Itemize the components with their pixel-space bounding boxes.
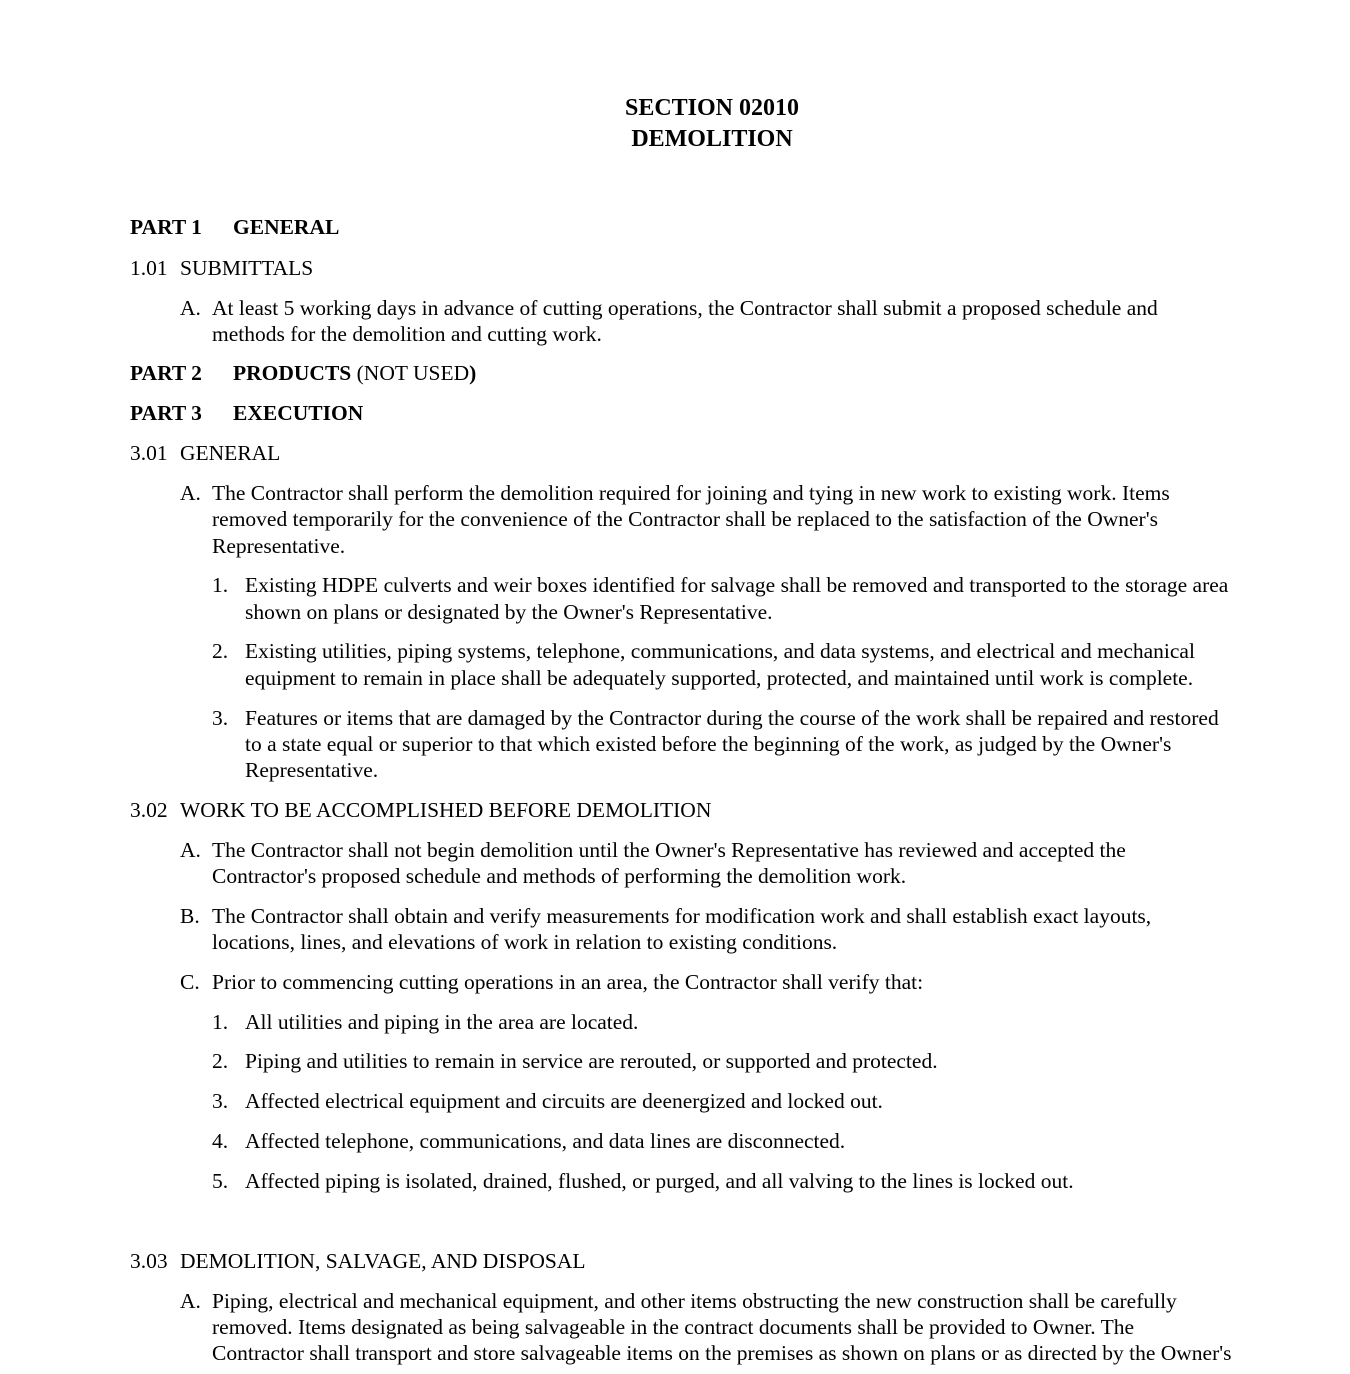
s101-A-marker: A. [180,296,201,320]
part1-title: GENERAL [233,215,340,239]
s301-2-marker: 2. [212,639,229,663]
part3-label: PART 3 [130,401,202,425]
part2-title: PRODUCTS [233,361,352,385]
s301-3-marker: 3. [212,706,229,730]
s302-c5-text: Affected piping is isolated, drained, flushed, or purged, and all valving to the lines is locked out. [245,1169,1074,1193]
s302-c3-marker: 3. [212,1089,229,1113]
s302-A-line2: Contractor's proposed schedule and methods of performing the demolition work. [212,864,907,888]
s303-A-marker: A. [180,1289,201,1313]
s302-B-line2: locations, lines, and elevations of work in relation to existing conditions. [212,930,838,954]
s301-3-line3: Representative. [245,758,379,782]
s301-2-line1: Existing utilities, piping systems, telephone, communications, and data systems, and electrical and mechanical [245,639,1195,663]
s303-A-line2: removed. Items designated as being salvageable in the contract documents shall be provided to Owner. The [212,1315,1135,1339]
s302-c5-marker: 5. [212,1169,229,1193]
s302-B-line1: The Contractor shall obtain and verify measurements for modification work and shall establish exact layouts, [212,904,1152,928]
s303-number: 3.03 [130,1249,168,1273]
part3-title: EXECUTION [233,401,364,425]
section-title: DEMOLITION [631,126,793,152]
s302-title: WORK TO BE ACCOMPLISHED BEFORE DEMOLITION [180,798,712,822]
s101-A-line1: At least 5 working days in advance of cutting operations, the Contractor shall submit a proposed schedule and [212,296,1158,320]
section-number: SECTION 02010 [624,95,800,121]
s301-3-line1: Features or items that are damaged by the Contractor during the course of the work shall be repaired and restored [245,706,1219,730]
s101-title: SUBMITTALS [180,256,314,280]
s303-A-line3: Contractor shall transport and store salvageable items on the premises as shown on plans or as directed by the Owner's [212,1341,1232,1365]
s101-A-line2: methods for the demolition and cutting work. [212,322,602,346]
s302-c2-text: Piping and utilities to remain in service are rerouted, or supported and protected. [245,1049,938,1073]
s301-A-line1: The Contractor shall perform the demolition required for joining and tying in new work to existing work. Items [212,481,1170,505]
s302-number: 3.02 [130,798,168,822]
s302-C-line1: Prior to commencing cutting operations in an area, the Contractor shall verify that: [212,970,924,994]
s302-c4-marker: 4. [212,1129,229,1153]
s301-1-line1: Existing HDPE culverts and weir boxes identified for salvage shall be removed and transported to the storage area [245,573,1229,597]
s301-number: 3.01 [130,441,168,465]
part1-label: PART 1 [130,215,202,239]
s302-B-marker: B. [180,904,200,928]
s301-A-line3: Representative. [212,534,346,558]
s303-title: DEMOLITION, SALVAGE, AND DISPOSAL [180,1249,586,1273]
s301-A-marker: A. [180,481,201,505]
s302-A-line1: The Contractor shall not begin demolition until the Owner's Representative has reviewed and accepted the [212,838,1126,862]
s301-1-marker: 1. [212,573,229,597]
s301-2-line2: equipment to remain in place shall be adequately supported, protected, and maintained until work is complete. [245,666,1194,690]
s303-A-line1: Piping, electrical and mechanical equipment, and other items obstructing the new construction shall be carefully [212,1289,1177,1313]
s302-c1-marker: 1. [212,1010,229,1034]
part2-close: ) [469,361,477,385]
s302-c3-text: Affected electrical equipment and circuits are deenergized and locked out. [245,1089,883,1113]
part2-note: (NOT USED [356,361,470,385]
s301-1-line2: shown on plans or designated by the Owner's Representative. [245,600,773,624]
s301-title: GENERAL [180,441,281,465]
s302-c2-marker: 2. [212,1049,229,1073]
s302-A-marker: A. [180,838,201,862]
s302-c4-text: Affected telephone, communications, and data lines are disconnected. [245,1129,846,1153]
s301-A-line2: removed temporarily for the convenience of the Contractor shall be replaced to the satisfaction of the Owner's [212,507,1158,531]
part2-heading [233,360,476,386]
s302-C-marker: C. [180,970,200,994]
s302-c1-text: All utilities and piping in the area are located. [245,1010,639,1034]
s301-3-line2: to a state equal or superior to that which existed before the beginning of the work, as judged by the Owner's [245,732,1172,756]
s101-number: 1.01 [130,256,168,280]
part2-label: PART 2 [130,361,202,385]
